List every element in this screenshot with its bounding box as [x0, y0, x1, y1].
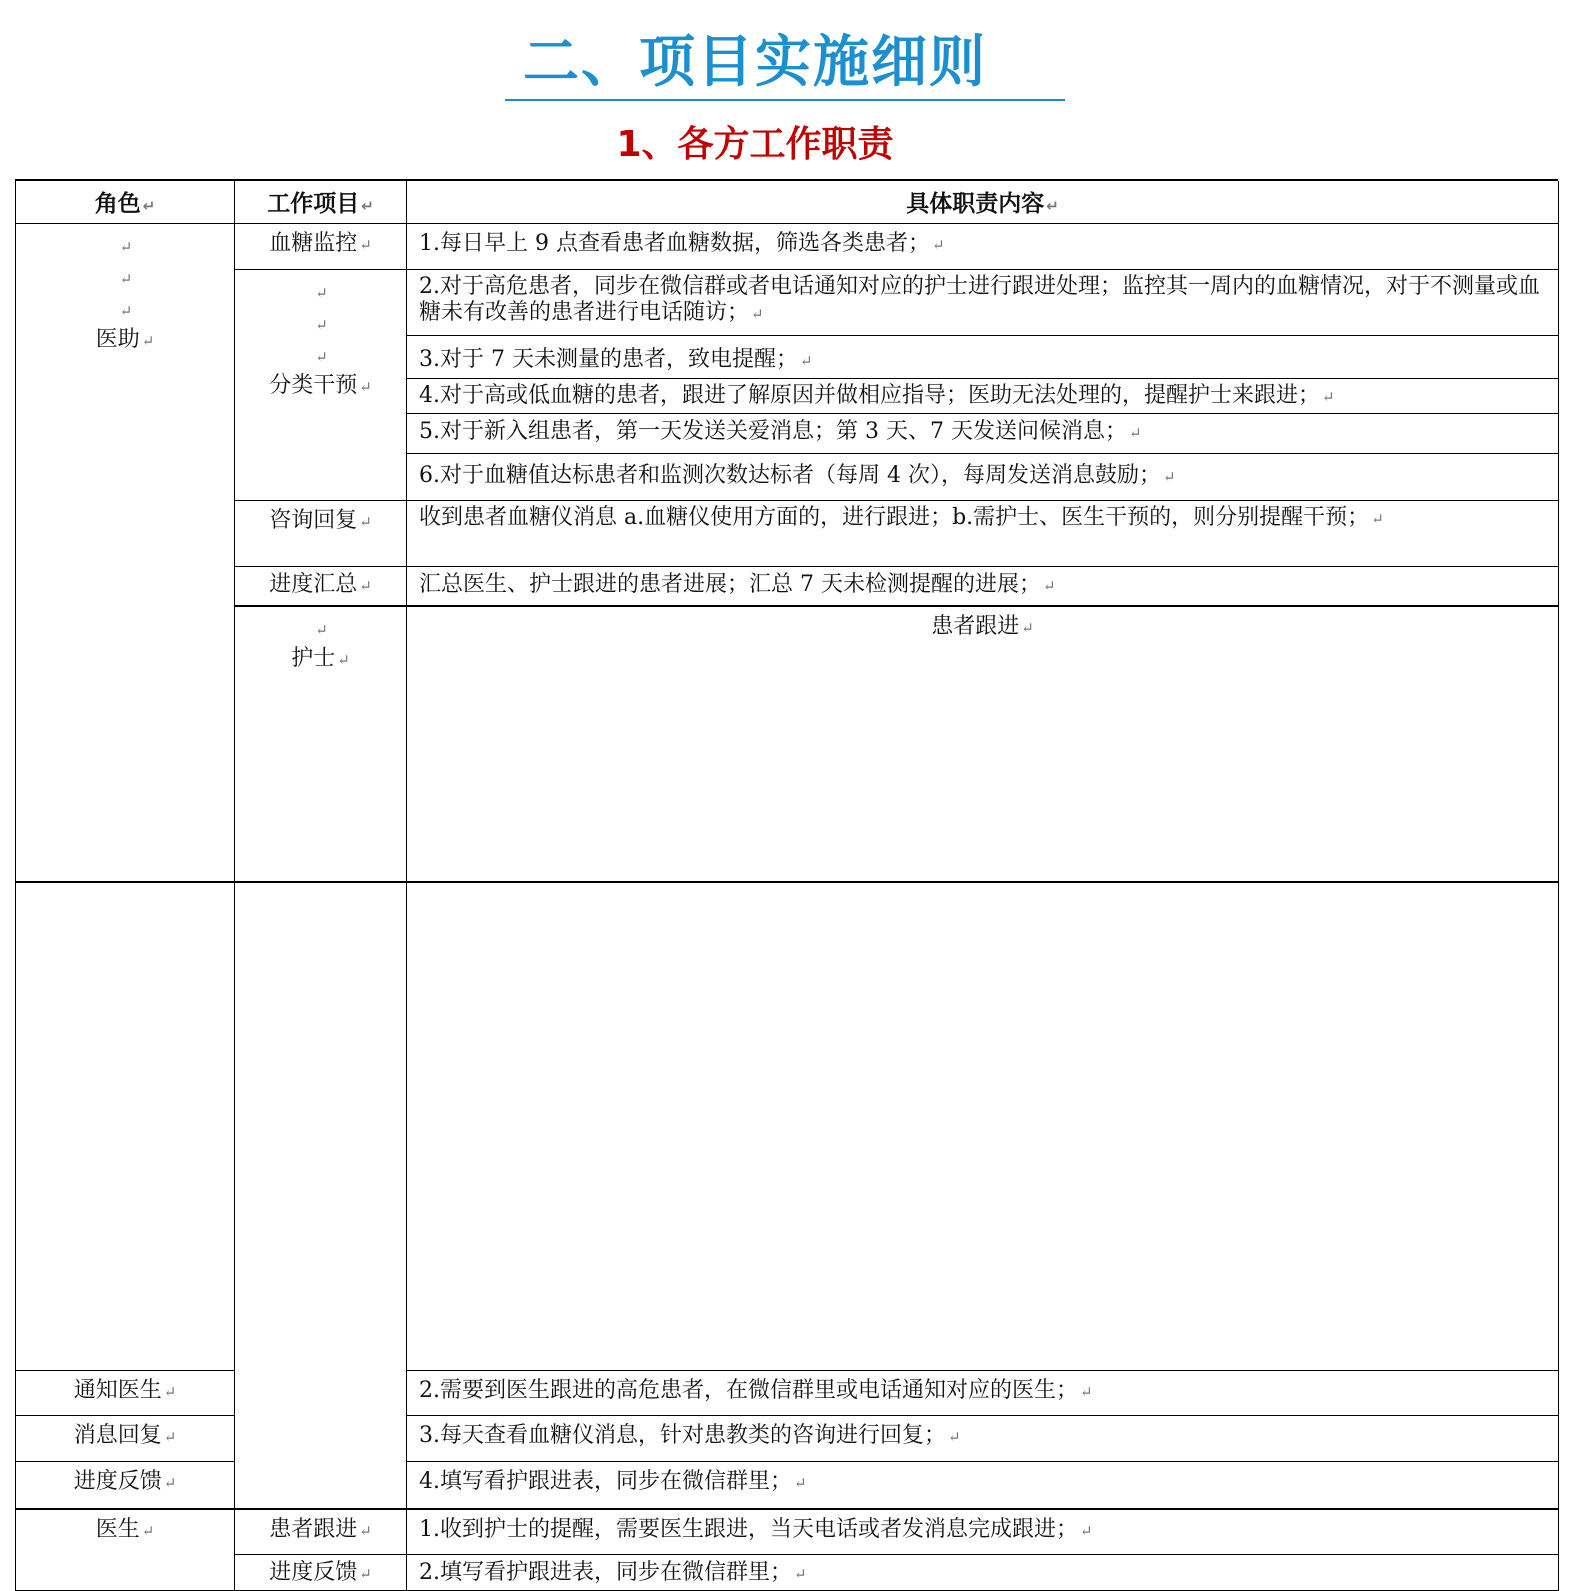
work-item-cell: 患者跟进 ↵ [407, 606, 1559, 1371]
return-mark-icon: ↵ [359, 512, 372, 531]
return-mark-icon: ↵ [119, 237, 133, 256]
work-item-cell: 进度汇总 ↵ [235, 566, 407, 606]
return-mark-icon: ↵ [751, 304, 764, 323]
header-role: 角色 ↵ [16, 181, 235, 223]
work-item-cell: 通知医生 ↵ [16, 1371, 235, 1416]
return-mark-icon: ↵ [931, 235, 945, 254]
role-label: 医生 [95, 1516, 140, 1542]
return-mark-icon: ↵ [1322, 387, 1335, 406]
return-mark-icon: ↵ [794, 1474, 807, 1492]
return-mark-icon: ↵ [163, 1474, 177, 1492]
table-row [16, 566, 1559, 606]
return-mark-icon: ↵ [142, 197, 156, 216]
return-mark-icon: ↵ [1080, 1383, 1093, 1401]
return-mark-icon: ↵ [141, 331, 155, 350]
return-mark-icon: ↵ [794, 1565, 807, 1583]
return-mark-icon: ↵ [315, 283, 328, 302]
table-row [16, 606, 1559, 1371]
work-item-cell: 患者跟进 ↵ [235, 1509, 407, 1555]
return-mark-icon: ↵ [1128, 423, 1142, 442]
table-row [16, 223, 1559, 269]
return-mark-icon: ↵ [799, 351, 813, 370]
role-cell [16, 223, 235, 1371]
return-mark-icon: ↵ [359, 576, 372, 595]
return-mark-icon: ↵ [119, 269, 133, 288]
header-work-item: 工作项目 ↵ [235, 181, 407, 223]
return-mark-icon: ↵ [119, 301, 133, 320]
return-mark-icon: ↵ [359, 235, 372, 254]
duty-cell: 4.对于高或低血糖的患者，跟进了解原因并做相应指导；医助无法处理的，提醒护士来跟进； ↵ [407, 378, 1559, 413]
duty-cell: 6.对于血糖值达标患者和监测次数达标者（每周 4 次），每周发送消息鼓励； ↵ [407, 453, 1559, 500]
work-item-cell: 血糖监控 ↵ [235, 223, 407, 269]
duty-cell: 1.每日早上 9 点查看患者血糖数据，筛选各类患者； ↵ [407, 223, 1559, 269]
return-mark-icon: ↵ [361, 197, 374, 216]
duty-cell: 5.对于新入组患者，第一天发送关爱消息；第 3 天、7 天发送问候消息； ↵ [407, 413, 1559, 453]
work-item-cell: 进度反馈 ↵ [16, 1462, 235, 1509]
return-mark-icon: ↵ [948, 1428, 961, 1446]
return-mark-icon: ↵ [1080, 1521, 1093, 1540]
work-item-cell: 消息回复 ↵ [16, 1416, 235, 1462]
section-subtitle: 1、各方工作职责 [616, 124, 894, 165]
role-cell [235, 606, 407, 1509]
return-mark-icon: ↵ [141, 1521, 155, 1540]
return-mark-icon: ↵ [359, 377, 372, 396]
table-row [16, 1509, 1559, 1555]
return-mark-icon: ↵ [337, 651, 350, 669]
duty-cell: 1.收到护士的提醒，需要医生跟进，当天电话或者发消息完成跟进； ↵ [407, 1509, 1559, 1555]
title-underline [505, 99, 1065, 101]
return-mark-icon: ↵ [315, 347, 328, 366]
return-mark-icon: ↵ [1046, 197, 1059, 216]
duty-cell: 汇总医生、护士跟进的患者进展；汇总 7 天未检测提醒的进展； ↵ [407, 566, 1559, 606]
table-row [16, 269, 1559, 335]
duty-cell: 4.填写看护跟进表，同步在微信群里； ↵ [407, 1462, 1559, 1509]
duty-cell: 3.对于 7 天未测量的患者，致电提醒； ↵ [407, 335, 1559, 378]
return-mark-icon: ↵ [359, 1521, 372, 1540]
duty-cell: 收到患者血糖仪消息 a.血糖仪使用方面的，进行跟进；b.需护士、医生干预的，则分别提醒干预； ↵ [407, 500, 1559, 566]
role-cell [16, 1509, 235, 1591]
page-title: 二、项目实施细则 [523, 30, 987, 95]
duty-cell: 2.需要到医生跟进的高危患者，在微信群里或电话通知对应的医生； ↵ [407, 1371, 1559, 1416]
table-row [16, 1555, 1559, 1591]
role-label: 医助 [95, 326, 140, 352]
return-mark-icon: ↵ [359, 1565, 372, 1583]
return-mark-icon: ↵ [1371, 509, 1384, 528]
return-mark-icon: ↵ [163, 1428, 177, 1446]
work-item-cell: ↵ ↵ ↵ 分类干预 ↵ [235, 269, 407, 500]
responsibility-table [15, 181, 1559, 1591]
return-mark-icon: ↵ [1021, 619, 1034, 637]
return-mark-icon: ↵ [163, 1383, 177, 1401]
duty-cell: 2.填写看护跟进表，同步在微信群里； ↵ [407, 1555, 1559, 1591]
role-label: 护士 [291, 646, 336, 671]
work-item-cell: 咨询回复 ↵ [235, 500, 407, 566]
table-row [16, 500, 1559, 566]
duty-cell: 2.对于高危患者，同步在微信群或者电话通知对应的护士进行跟进处理；监控其一周内的血糖情况，对于不测量或血糖未有改善的患者进行电话随访； ↵ [407, 269, 1559, 335]
return-mark-icon: ↵ [1162, 467, 1176, 486]
duty-cell: 3.每天查看血糖仪消息，针对患教类的咨询进行回复； ↵ [407, 1416, 1559, 1462]
return-mark-icon: ↵ [315, 621, 328, 639]
responsibility-table-frame [15, 179, 1558, 1585]
return-mark-icon: ↵ [1043, 576, 1056, 595]
work-item-cell: 进度反馈 ↵ [235, 1555, 407, 1591]
header-duty-content: 具体职责内容 ↵ [407, 181, 1559, 223]
return-mark-icon: ↵ [315, 315, 328, 334]
